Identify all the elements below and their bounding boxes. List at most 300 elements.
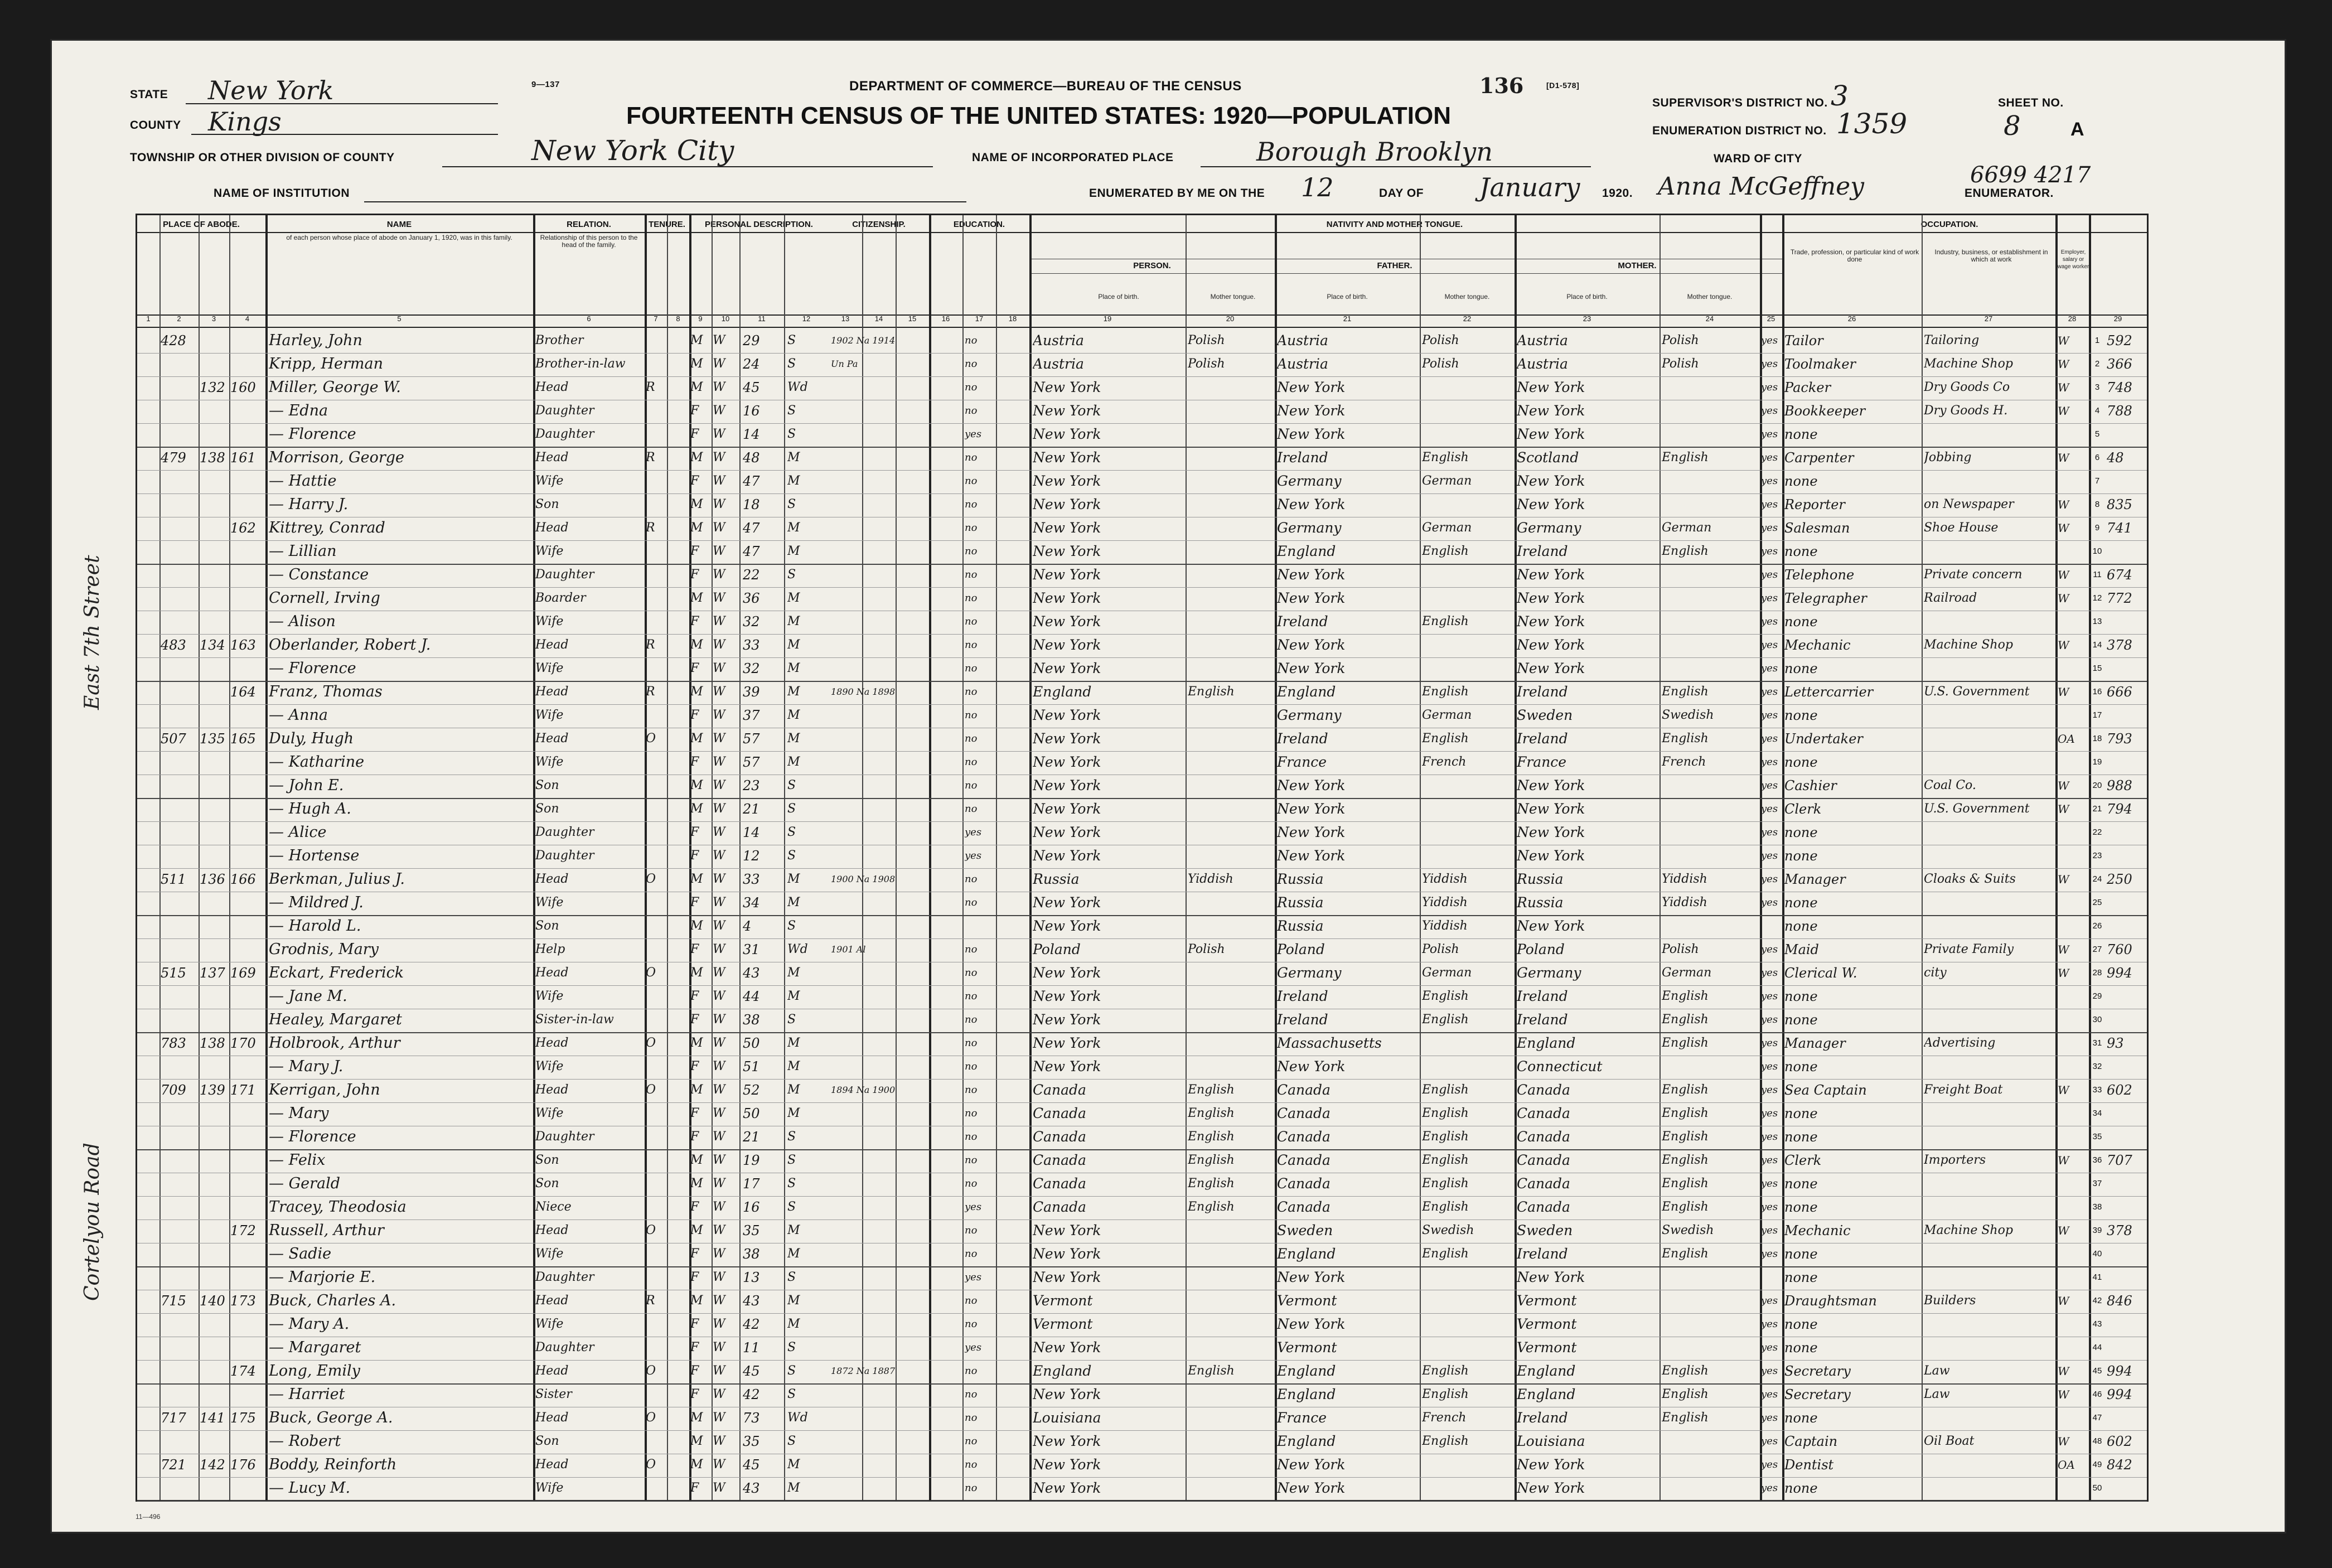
cell-house	[161, 1126, 199, 1148]
cell-rd: no	[965, 335, 978, 346]
cell-emp: W	[2058, 521, 2069, 535]
cell-fpb: Germany	[1277, 965, 1342, 981]
cell-rel: Head	[535, 1036, 569, 1050]
cell-mmt: English	[1662, 989, 1709, 1003]
cell-fam	[230, 1173, 265, 1195]
cell-sex: M	[690, 638, 703, 652]
cell-ind	[1924, 1243, 2054, 1265]
cell-eng: yes	[1761, 545, 1778, 557]
cell-dw	[200, 751, 229, 773]
cell-dw	[200, 938, 229, 961]
cell-rd: no	[965, 1154, 978, 1166]
cell-mmt: English	[1662, 1364, 1709, 1378]
cell-ind: Jobbing	[1924, 451, 1972, 464]
cell-sex: F	[690, 1340, 699, 1354]
cell-race: W	[713, 942, 725, 956]
cell-pb: New York	[1033, 1035, 1101, 1051]
cell-rd: no	[965, 405, 978, 417]
cell-mt: Polish	[1188, 357, 1225, 371]
cell-ind: Law	[1924, 1387, 1950, 1401]
cell-age: 37	[743, 708, 760, 723]
cell-mmt	[1662, 775, 1759, 797]
cell-fpb: Russia	[1277, 918, 1324, 934]
cell-mar: M	[787, 1223, 800, 1237]
cell-fam	[230, 353, 265, 375]
cell-name: — Hugh A.	[269, 800, 351, 817]
cell-fmt: English	[1422, 614, 1469, 628]
cell-rd: no	[965, 1388, 978, 1400]
line-number: 33	[2092, 1085, 2102, 1095]
cell-fmt: English	[1422, 1200, 1469, 1214]
cell-age: 33	[743, 872, 760, 887]
cell-age: 48	[743, 450, 760, 466]
margin-street-east-7th: East 7th Street	[81, 555, 104, 710]
corner-note: 6699 4217	[1970, 162, 2091, 188]
cell-dw: 136	[200, 872, 225, 887]
cell-fpb: New York	[1277, 848, 1346, 864]
cell-rd	[965, 915, 995, 937]
cell-fpb: Sweden	[1277, 1222, 1333, 1238]
cell-race: W	[713, 591, 725, 605]
cell-house	[161, 938, 199, 961]
cell-mt	[1188, 376, 1274, 399]
cell-dw	[200, 915, 229, 937]
cell-mmt	[1662, 1454, 1759, 1476]
cell-trade: Telegrapher	[1784, 591, 1867, 606]
cell-name: Healey, Margaret	[269, 1011, 402, 1028]
line-number: 20	[2092, 781, 2102, 790]
cell-sex: M	[690, 1294, 703, 1308]
cell-house	[161, 681, 199, 703]
cell-emp	[2058, 1173, 2088, 1195]
cell-mmt: English	[1662, 1177, 1709, 1190]
occupation-code	[2107, 1102, 2148, 1125]
occupation-code: 994	[2107, 1363, 2132, 1379]
county-label: COUNTY	[130, 119, 181, 132]
census-sheet	[50, 39, 2286, 1533]
cell-rd: no	[965, 990, 978, 1002]
cell-pb: Austria	[1033, 332, 1084, 349]
cell-dw	[200, 1243, 229, 1265]
cell-fmt: English	[1422, 1247, 1469, 1261]
cell-mt	[1188, 751, 1274, 773]
cell-mt	[1188, 657, 1274, 680]
cell-ten: O	[646, 1036, 656, 1050]
cell-trade: Undertaker	[1784, 731, 1863, 747]
line-number: 2	[2094, 359, 2100, 369]
cell-eng: yes	[1761, 1131, 1778, 1143]
cell-fam	[230, 1383, 265, 1406]
cell-name: Kerrigan, John	[269, 1081, 380, 1098]
cell-trade: none	[1784, 1317, 1818, 1332]
cell-eng: yes	[1761, 1459, 1778, 1470]
column-number: 13	[841, 314, 850, 323]
cell-eng: yes	[1761, 428, 1778, 440]
cell-ind: Freight Boat	[1924, 1083, 2003, 1097]
cell-trade: Manager	[1784, 1035, 1846, 1051]
cell-ten	[646, 330, 666, 352]
line-number: 26	[2092, 921, 2102, 931]
cell-dw	[200, 657, 229, 680]
cell-sex: M	[690, 802, 703, 816]
cell-sex: F	[690, 568, 699, 582]
cell-rel: Wife	[535, 474, 564, 488]
cell-fpb: New York	[1277, 379, 1346, 395]
cell-house: 783	[161, 1035, 186, 1051]
cell-mt	[1188, 1337, 1274, 1359]
cell-trade: Bookkeeper	[1784, 403, 1866, 419]
cell-dw	[200, 517, 229, 539]
margin-street-cortelyou: Cortelyou Road	[81, 1143, 104, 1301]
cell-pb: New York	[1033, 1222, 1101, 1238]
cell-rel: Wife	[535, 1481, 564, 1495]
cell-cit	[831, 1219, 928, 1242]
cell-ten: R	[646, 451, 655, 464]
census-title: FOURTEENTH CENSUS OF THE UNITED STATES: 1920—POPULATION	[626, 102, 1452, 129]
cell-age: 12	[743, 848, 760, 864]
cell-ind: Machine Shop	[1924, 1223, 2013, 1237]
cell-mpb: New York	[1517, 918, 1585, 934]
cell-fam	[230, 400, 265, 422]
cell-emp: W	[2058, 498, 2069, 511]
cell-mar: M	[787, 708, 800, 722]
cell-mt	[1188, 1243, 1274, 1265]
cell-trade: Cashier	[1784, 778, 1837, 793]
cell-mar: S	[787, 1130, 796, 1144]
cell-sex: F	[690, 1130, 699, 1144]
cell-race: W	[713, 1458, 725, 1472]
cell-name: — Katharine	[269, 753, 365, 771]
cell-sex: F	[690, 427, 699, 441]
cell-fam: 175	[230, 1410, 256, 1426]
cell-sex: F	[690, 1317, 699, 1331]
cell-race: W	[713, 1317, 725, 1331]
cell-fpb: New York	[1277, 567, 1346, 583]
cell-mpb: Russia	[1517, 894, 1564, 911]
cell-rel: Head	[535, 1294, 569, 1308]
occupation-code	[2107, 751, 2148, 773]
cell-pb: New York	[1033, 1386, 1101, 1402]
cell-mmt: Swedish	[1662, 708, 1714, 722]
cell-fam	[230, 611, 265, 633]
cell-sex: M	[690, 1177, 703, 1190]
cell-mmt: English	[1662, 451, 1709, 464]
cell-mpb: New York	[1517, 1269, 1585, 1285]
cell-mt	[1188, 985, 1274, 1008]
cell-race: W	[713, 661, 725, 675]
cell-name: — Mary	[269, 1105, 329, 1122]
cell-dw	[200, 1196, 229, 1218]
cell-mar: M	[787, 1294, 800, 1308]
cell-dw	[200, 1102, 229, 1125]
cell-rel: Sister-in-law	[535, 1013, 614, 1027]
cell-race: W	[713, 1294, 725, 1308]
cell-dw	[200, 704, 229, 727]
cell-cit	[831, 1383, 928, 1406]
occupation-code	[2107, 1056, 2148, 1078]
cell-fpb: Germany	[1277, 473, 1342, 489]
cell-cit	[831, 1337, 928, 1359]
cell-eng: yes	[1761, 873, 1778, 885]
cell-fam	[230, 493, 265, 516]
cell-fpb: New York	[1277, 590, 1346, 606]
cell-mar: M	[787, 989, 800, 1003]
cell-age: 17	[743, 1176, 760, 1192]
cell-rel: Daughter	[535, 404, 594, 418]
column-number: 12	[802, 314, 811, 323]
cell-age: 47	[743, 520, 760, 536]
column-number: 24	[1705, 314, 1714, 323]
cell-fpb: New York	[1277, 1456, 1346, 1473]
cell-eng: yes	[1761, 1014, 1778, 1025]
cell-race: W	[713, 497, 725, 511]
cell-house: 715	[161, 1293, 186, 1309]
cell-dw	[200, 587, 229, 609]
cell-pb: Poland	[1033, 941, 1081, 957]
cell-age: 47	[743, 473, 760, 489]
footer-mark: 11—496	[136, 1513, 161, 1521]
cell-eng	[1761, 915, 1782, 937]
cell-sex: F	[690, 989, 699, 1003]
cell-mt	[1188, 634, 1274, 656]
occupation-code	[2107, 1196, 2148, 1218]
cell-fam	[230, 540, 265, 563]
cell-rd: no	[965, 1459, 978, 1470]
cell-eng: yes	[1761, 1084, 1778, 1096]
cell-mmt	[1662, 1290, 1759, 1312]
cell-age: 14	[743, 825, 760, 840]
cell-ten	[646, 611, 666, 633]
cell-trade: Maid	[1784, 942, 1819, 957]
cell-eng: yes	[1761, 358, 1778, 370]
cell-emp	[2058, 423, 2088, 446]
cell-fam	[230, 704, 265, 727]
cell-ten	[646, 1383, 666, 1406]
cell-ind: U.S. Government	[1924, 685, 2030, 699]
cell-ten	[646, 1126, 666, 1148]
cell-ind: Importers	[1924, 1153, 1986, 1167]
cell-cit	[831, 915, 928, 937]
cell-race: W	[713, 1153, 725, 1167]
cell-mmt: German	[1662, 521, 1712, 535]
cell-pb: New York	[1033, 848, 1101, 864]
cell-mpb: Austria	[1517, 356, 1568, 372]
cell-ten: R	[646, 638, 655, 652]
cell-age: 51	[743, 1059, 760, 1075]
cell-sex: M	[690, 521, 703, 535]
cell-eng: yes	[1761, 803, 1778, 815]
cell-cit: 1901 Al	[831, 944, 866, 955]
cell-trade: Mechanic	[1784, 637, 1851, 653]
occupation-code: 794	[2107, 801, 2132, 817]
cell-ten: O	[646, 732, 656, 746]
cell-pb: New York	[1033, 613, 1101, 630]
cell-ind: Cloaks & Suits	[1924, 872, 2016, 886]
cell-mmt	[1662, 1056, 1759, 1078]
cell-emp: W	[2058, 1435, 2069, 1448]
cell-rd: no	[965, 780, 978, 791]
cell-dw	[200, 798, 229, 820]
cell-house: 479	[161, 450, 186, 466]
cell-rel: Wife	[535, 708, 564, 722]
cell-ten	[646, 915, 666, 937]
cell-ind: Private Family	[1924, 942, 2014, 956]
cell-pb: New York	[1033, 660, 1101, 676]
cell-fmt: English	[1422, 1177, 1469, 1190]
cell-eng: yes	[1761, 967, 1778, 979]
cell-rd: no	[965, 967, 978, 979]
cell-pb: New York	[1033, 1456, 1101, 1473]
cell-mpb: England	[1517, 1363, 1576, 1379]
cell-mpb: France	[1517, 754, 1567, 770]
cell-sex: M	[690, 778, 703, 792]
cell-ten	[646, 985, 666, 1008]
cell-name: — Alice	[269, 824, 327, 841]
cell-dw	[200, 1266, 229, 1289]
cell-mar: M	[787, 872, 800, 886]
cell-fpb: New York	[1277, 426, 1346, 442]
cell-rel: Wife	[535, 614, 564, 628]
cell-fam	[230, 798, 265, 820]
cell-mmt	[1662, 423, 1759, 446]
cell-rel: Brother-in-law	[535, 357, 626, 371]
cell-house	[161, 1477, 199, 1499]
cell-race: W	[713, 1223, 725, 1237]
cell-cit	[831, 517, 928, 539]
cell-mar: M	[787, 591, 800, 605]
cell-mmt: Yiddish	[1662, 896, 1707, 909]
line-number: 8	[2094, 500, 2100, 509]
cell-house	[161, 1056, 199, 1078]
cell-mpb: Sweden	[1517, 707, 1573, 723]
line-number: 50	[2092, 1483, 2102, 1493]
cell-rd: no	[965, 452, 978, 463]
cell-dw	[200, 540, 229, 563]
cell-mt	[1188, 775, 1274, 797]
cell-house	[161, 400, 199, 422]
cell-pb: New York	[1033, 520, 1101, 536]
cell-ten: O	[646, 872, 656, 886]
cell-mar: M	[787, 1458, 800, 1472]
cell-rd: yes	[965, 428, 982, 440]
cell-race: W	[713, 451, 725, 464]
column-number: 14	[874, 314, 883, 323]
cell-fmt	[1422, 587, 1513, 609]
cell-pb: New York	[1033, 824, 1101, 840]
cell-ten	[646, 1337, 666, 1359]
cell-sex: F	[690, 942, 699, 956]
cell-cit	[831, 400, 928, 422]
cell-rel: Head	[535, 685, 569, 699]
cell-mar: S	[787, 802, 796, 816]
cell-ind: city	[1924, 966, 1947, 980]
cell-sex: F	[690, 849, 699, 863]
cell-mar: M	[787, 1106, 800, 1120]
cell-cit	[831, 845, 928, 867]
cell-rel: Wife	[535, 755, 564, 769]
cell-ten	[646, 704, 666, 727]
cell-cit	[831, 728, 928, 750]
cell-mt	[1188, 1477, 1274, 1499]
cell-race: W	[713, 802, 725, 816]
occupation-code	[2107, 915, 2148, 937]
cell-dw	[200, 985, 229, 1008]
group-personal: PERSONAL DESCRIPTION.	[705, 220, 813, 229]
cell-rel: Head	[535, 872, 569, 886]
subgroup-person: PERSON.	[1133, 261, 1171, 270]
cell-race: W	[713, 474, 725, 488]
cell-age: 44	[743, 989, 760, 1004]
cell-sex: F	[690, 1106, 699, 1120]
cell-ten: R	[646, 1294, 655, 1308]
cell-race: W	[713, 1481, 725, 1495]
cell-fpb: England	[1277, 1363, 1336, 1379]
cell-emp: W	[2058, 1294, 2069, 1308]
mother-tongue-label: Mother tongue.	[1687, 293, 1733, 301]
cell-cit	[831, 1032, 928, 1054]
cell-ind: Coal Co.	[1924, 778, 1976, 792]
cell-cit	[831, 493, 928, 516]
cell-ten	[646, 1102, 666, 1125]
cell-ten	[646, 1477, 666, 1499]
cell-house	[161, 376, 199, 399]
cell-cit	[831, 564, 928, 586]
cell-emp	[2058, 1477, 2088, 1499]
cell-mmt: English	[1662, 732, 1709, 746]
cell-mt: English	[1188, 1106, 1235, 1120]
cell-ind	[1924, 657, 2054, 680]
cell-trade: Lettercarrier	[1784, 684, 1874, 700]
occupation-code: 48	[2107, 450, 2124, 466]
cell-age: 39	[743, 684, 760, 700]
cell-mmt	[1662, 845, 1759, 867]
occupation-code: 846	[2107, 1293, 2132, 1309]
cell-fam	[230, 751, 265, 773]
cell-dw	[200, 330, 229, 352]
cell-fpb: England	[1277, 1386, 1336, 1402]
cell-age: 14	[743, 427, 760, 442]
cell-mmt	[1662, 1266, 1759, 1289]
cell-name: — Sadie	[269, 1245, 332, 1262]
cell-trade: none	[1784, 1059, 1818, 1075]
line-number: 46	[2092, 1390, 2102, 1399]
cell-pb: New York	[1033, 777, 1101, 793]
cell-mt: English	[1188, 1130, 1235, 1144]
cell-sex: F	[690, 1270, 699, 1284]
cell-house: 709	[161, 1082, 186, 1098]
cell-house	[161, 1383, 199, 1406]
column-number: 26	[1847, 314, 1856, 323]
cell-rel: Head	[535, 1083, 569, 1097]
occupation-code	[2107, 611, 2148, 633]
cell-age: 52	[743, 1082, 760, 1098]
cell-fpb: Germany	[1277, 520, 1342, 536]
cell-rd: no	[965, 1318, 978, 1330]
cell-ind: Advertising	[1924, 1036, 1996, 1050]
cell-rd: no	[965, 662, 978, 674]
cell-emp: W	[2058, 451, 2069, 464]
cell-house	[161, 1219, 199, 1242]
cell-ind	[1924, 892, 2054, 914]
cell-fpb: Canada	[1277, 1199, 1331, 1215]
cell-mar: M	[787, 1036, 800, 1050]
cell-fpb: Russia	[1277, 871, 1324, 887]
cell-fam	[230, 657, 265, 680]
line-number: 4	[2094, 406, 2100, 415]
cell-fmt	[1422, 775, 1513, 797]
cell-mmt: Polish	[1662, 357, 1699, 371]
employer-description: Employer, salary or wage worker	[2057, 249, 2089, 270]
